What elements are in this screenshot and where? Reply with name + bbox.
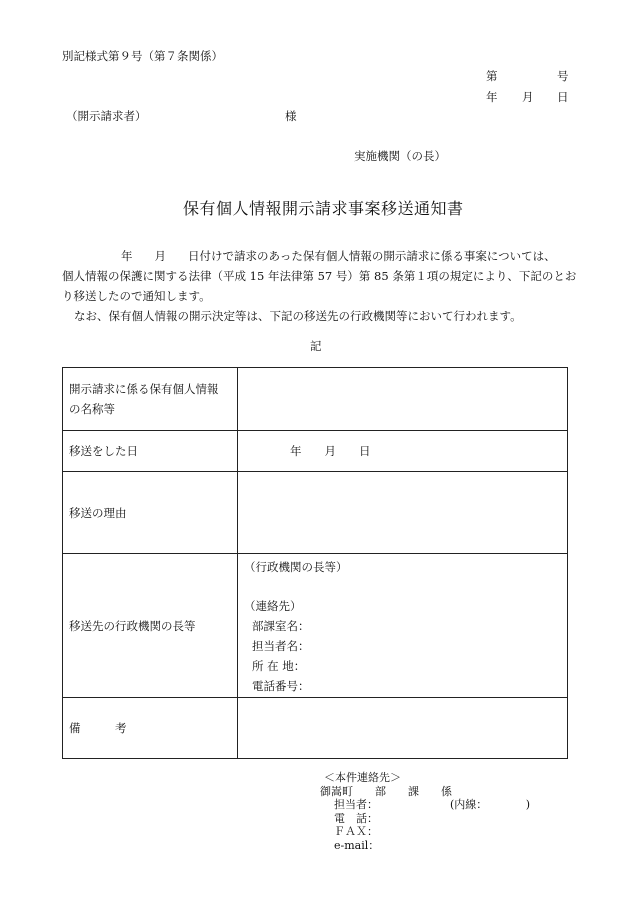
table-row: [63, 368, 568, 431]
contact-heading-main: ＜本件連絡先＞: [324, 771, 401, 784]
table-row: [63, 554, 568, 698]
date-month: 月: [522, 90, 534, 104]
contact-block: [320, 771, 530, 852]
transfer-date-label: 移送をした日: [63, 431, 238, 472]
contact-heading: （連絡先）: [244, 599, 302, 613]
contact-town: 御嵩町: [320, 784, 353, 798]
destination-agency-label: 移送先の行政機関の長等: [63, 554, 238, 698]
contact-extension: (内線： ): [450, 798, 531, 811]
contact-fax: ＦＡＸ：: [334, 825, 378, 838]
form-number: 別記様式第９号（第７条関係）: [62, 49, 223, 63]
transfer-reason-value[interactable]: [238, 472, 568, 554]
details-table: [62, 367, 568, 759]
dept-field-label: 部課室名：: [252, 619, 310, 633]
body-line-3: り移送したので通知します。: [62, 289, 211, 303]
contact-person: 担当者：: [334, 798, 378, 811]
honorific: 様: [285, 109, 297, 123]
transfer-reason-label: 移送の理由: [63, 472, 238, 554]
contact-person-line: [320, 798, 530, 812]
issuer-label: 実施機関（の長）: [354, 149, 446, 163]
item-name-label: [63, 368, 238, 431]
transfer-date-value[interactable]: [238, 431, 568, 472]
notice-body: [62, 246, 577, 326]
item-name-label-line-1: 開示請求に係る保有個人情報: [69, 382, 219, 396]
date-day: 日: [557, 90, 569, 104]
body-line-1: [62, 246, 572, 266]
transfer-date-day: 日: [359, 444, 371, 458]
page-title: 保有個人情報開示請求事案移送通知書: [183, 199, 464, 218]
contact-kakari: 係: [441, 784, 452, 798]
phone-field-label: 電話番号：: [252, 679, 310, 693]
transfer-date-month: 月: [324, 444, 336, 458]
table-row: [63, 698, 568, 759]
body-line-4: なお、保有個人情報の開示決定等は、下記の移送先の行政機関等において行われます。: [74, 309, 522, 323]
table-row: [63, 472, 568, 554]
body-month: 月: [154, 249, 166, 263]
contact-bu: 部: [375, 784, 386, 798]
destination-agency-value[interactable]: [238, 554, 568, 698]
item-name-label-line-2: の名称等: [69, 402, 115, 416]
document-number-prefix: 第: [486, 69, 498, 83]
body-line-2: 個人情報の保護に関する法律（平成 15 年法律第 57 号）第 85 条第１項の規定により、下記のとお: [62, 269, 577, 283]
contact-email: e-mail：: [334, 838, 380, 852]
person-field-label: 担当者名：: [252, 639, 310, 653]
remarks-label: 備 考: [63, 698, 238, 759]
table-row: [63, 431, 568, 472]
remarks-value[interactable]: [238, 698, 568, 759]
body-year: 年: [121, 249, 133, 263]
ki-heading: 記: [310, 339, 322, 353]
address-field-label: 所 在 地：: [252, 659, 306, 673]
transfer-date-year: 年: [290, 444, 302, 458]
requester-label: （開示請求者）: [66, 109, 147, 123]
document-number-suffix: 号: [557, 69, 569, 83]
contact-ka: 課: [408, 784, 419, 798]
item-name-value[interactable]: [238, 368, 568, 431]
body-line-1-text: 日付けで請求のあった保有個人情報の開示請求に係る事案については、: [188, 249, 556, 263]
agency-head: （行政機関の長等）: [244, 560, 348, 574]
contact-phone: 電 話：: [334, 811, 378, 825]
contact-department: [320, 785, 530, 799]
date-year: 年: [486, 90, 498, 104]
